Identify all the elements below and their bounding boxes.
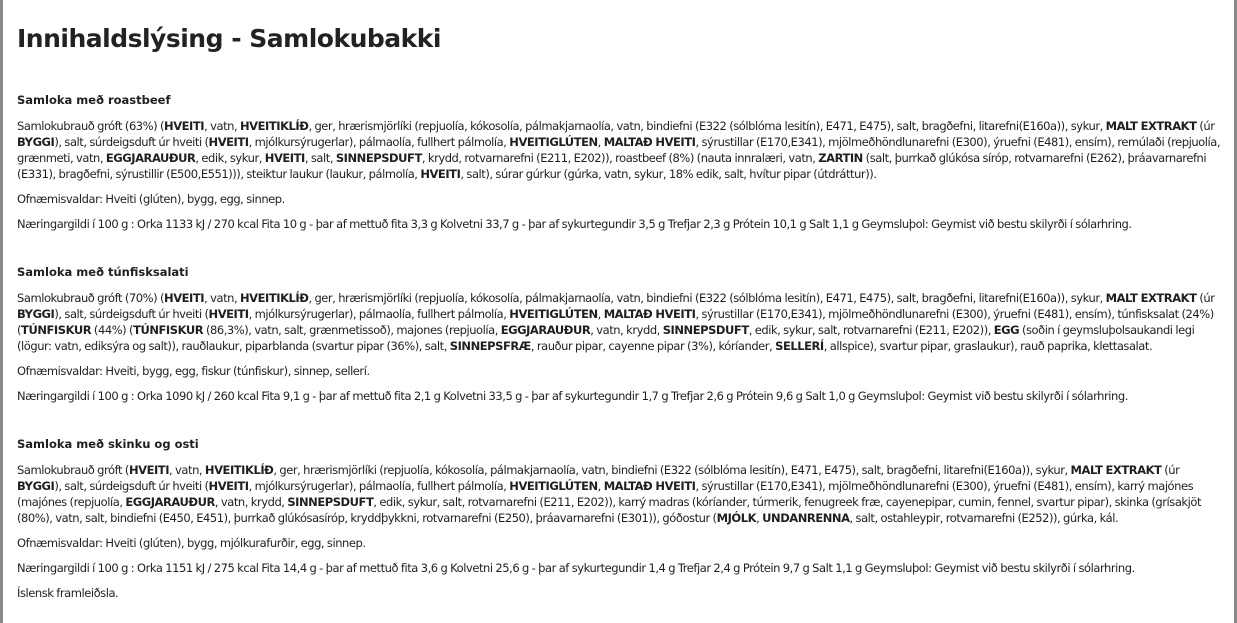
allergen-highlight: SINNEPSDUFT: [287, 495, 374, 509]
left-frame-border: [0, 0, 3, 623]
section-tuna-salad: [17, 265, 1221, 413]
ingredient-segment: , vatn, krydd,: [590, 323, 663, 337]
ingredient-segment: (úr: [1161, 463, 1180, 477]
ingredient-segment: , mjólkursýrugerlar), pálmaolía, fullhert pálmolía,: [248, 479, 510, 493]
ingredient-segment: , ger, hrærismjörlíki (repjuolía, kókosolía, pálmakjarnaolía, vatn, bindiefni (E322 (sólblóma lesitín), E471, E475), salt, bragðefni, litarefni(E160a)), sykur,: [308, 119, 1106, 133]
ingredient-segment: , mjólkursýrugerlar), pálmaolía, fullhert pálmolía,: [248, 135, 510, 149]
ingredient-segment: (soðin í geymsluþolsaukandi legi (lögur: vatn, ediksýra og salt)), rauðlaukur, piparblanda (svartur pipar (36%), salt,: [17, 323, 1195, 353]
ingredients-text: [17, 290, 1221, 354]
allergen-highlight: MALT EXTRAKT: [1070, 463, 1162, 477]
allergen-highlight: MALTAÐ HVEITI: [603, 307, 696, 321]
ingredient-segment: , vatn,: [169, 463, 205, 477]
ingredient-segment: , sýrustillar (E170,E341), mjölmeðhöndlunarefni (E300), ýruefni (E481), ensím), karrý majónes (majónes (repjuolía,: [17, 479, 1194, 509]
allergen-highlight: SINNEPSFRÆ: [449, 339, 531, 353]
allergen-highlight: UNDANRENNA: [762, 511, 850, 525]
allergen-highlight: HVEITI: [164, 291, 205, 305]
ingredient-segment: ), salt, súrdeigsduft úr hveiti (: [54, 135, 209, 149]
allergen-highlight: HVEITIGLÚTEN: [509, 135, 598, 149]
allergen-highlight: SELLERÍ: [775, 339, 824, 353]
ingredient-segment: , salt), súrar gúrkur (gúrka, vatn, sykur, 18% edik, salt, hvítur pipar (útdráttur)).: [460, 167, 877, 181]
allergen-highlight: EGGJARAUÐUR: [500, 323, 591, 337]
allergen-highlight: TÚNFISKUR: [21, 323, 92, 337]
allergens-text: Ofnæmisvaldar: Hveiti (glúten), bygg, mjólkurafurðir, egg, sinnep.: [17, 536, 366, 550]
ingredient-segment: ,: [756, 511, 763, 525]
nutrition-text: Næringargildi í 100 g : Orka 1090 kJ / 260 kcal Fita 9,1 g - þar af mettuð fita 2,1 g Kolvetni 33,5 g - þar af sykurtegundir 1,7 g Trefjar 2,6 g Prótein 9,6 g Salt 1,0 g Geymsluþol: Geymist við bestu skilyrði í sólarhring.: [17, 389, 1128, 403]
nutrition-text: Næringargildi í 100 g : Orka 1133 kJ / 270 kcal Fita 10 g - þar af mettuð fita 3,3 g Kolvetni 33,7 g - þar af sykurtegundir 3,5 g Trefjar 2,3 g Prótein 10,1 g Salt 1,1 g Geymsluþol: Geymist við bestu skilyrði í sólarhring.: [17, 217, 1132, 231]
allergen-highlight: HVEITIKLÍÐ: [240, 119, 309, 133]
ingredient-segment: (86,3%), vatn, salt, grænmetissoð), majones (repjuolía,: [203, 323, 501, 337]
allergen-highlight: HVEITI: [208, 307, 249, 321]
allergen-highlight: HVEITI: [164, 119, 205, 133]
allergen-highlight: ZARTIN: [818, 151, 863, 165]
allergen-highlight: HVEITIGLÚTEN: [509, 479, 598, 493]
ingredient-segment: , ger, hrærismjörlíki (repjuolía, kókosolía, pálmakjarnaolía, vatn, bindiefni (E322 (sólblóma lesitín), E471, E475), salt, bragðefni, litarefni(E160a)), sykur,: [273, 463, 1071, 477]
ingredients-text: [17, 462, 1221, 526]
allergen-highlight: HVEITI: [128, 463, 170, 477]
ingredient-segment: , edik, sykur,: [195, 151, 265, 165]
allergen-highlight: TÚNFISKUR: [133, 323, 204, 337]
allergen-highlight: HVEITIKLÍÐ: [204, 463, 274, 477]
allergens-text: Ofnæmisvaldar: Hveiti, bygg, egg, fiskur (túnfiskur), sinnep, sellerí.: [17, 364, 370, 378]
section-title: Samloka með túnfisksalati: [17, 265, 189, 279]
ingredients-text: [17, 118, 1221, 182]
allergen-highlight: HVEITIGLÚTEN: [509, 307, 598, 321]
ingredient-segment: ), salt, súrdeigsduft úr hveiti (: [54, 307, 209, 321]
allergen-highlight: BYGGI: [17, 479, 55, 493]
origin-text: Íslensk framleiðsla.: [17, 586, 119, 600]
ingredient-segment: (44%) (: [91, 323, 134, 337]
ingredient-segment: , salt, ostahleypir, rotvarnarefni (E252)), gúrka, kál.: [849, 511, 1119, 525]
section-ham-cheese: [17, 437, 1221, 610]
ingredient-segment: , vatn,: [204, 291, 240, 305]
allergen-highlight: EGGJARAUÐUR: [105, 151, 196, 165]
allergen-highlight: HVEITIKLÍÐ: [240, 291, 309, 305]
allergen-highlight: SINNEPSDUFT: [335, 151, 422, 165]
allergen-highlight: MALTAÐ HVEITI: [603, 479, 696, 493]
allergen-highlight: HVEITI: [208, 135, 249, 149]
section-title: Samloka með skinku og osti: [17, 437, 199, 451]
ingredient-segment: ,: [597, 135, 604, 149]
allergen-highlight: MALT EXTRAKT: [1105, 119, 1197, 133]
ingredient-segment: , salt,: [304, 151, 336, 165]
ingredient-segment: , sýrustillar (E170,E341), mjölmeðhöndlunarefni (E300), ýruefni (E481), ensím), remúlaði (repjuolía, grænmeti, vatn,: [17, 135, 1221, 165]
nutrition-text: Næringargildi í 100 g : Orka 1151 kJ / 275 kcal Fita 14,4 g - þar af mettuð fita 3,6 g Kolvetni 25,6 g - þar af sykurtegundir 1,4 g Trefjar 2,4 g Prótein 9,7 g Salt 1,1 g Geymsluþol: Geymist við bestu skilyrði í sólarhring.: [17, 561, 1135, 575]
ingredient-segment: , sýrustillar (E170,E341), mjölmeðhöndlunarefni (E300), ýruefni (E481), ensím), túnfisksalat (24%) (: [17, 307, 1214, 337]
ingredient-segment: Samlokubrauð gróft (70%) (: [17, 291, 165, 305]
allergen-highlight: EGGJARAUÐUR: [125, 495, 215, 509]
ingredient-segment: ), salt, súrdeigsduft úr hveiti (: [54, 479, 209, 493]
allergen-highlight: BYGGI: [17, 135, 55, 149]
ingredient-segment: , vatn,: [204, 119, 240, 133]
allergen-highlight: MJÓLK: [716, 511, 757, 525]
ingredient-segment: Samlokubrauð gróft (: [17, 463, 129, 477]
allergen-highlight: MALTAÐ HVEITI: [603, 135, 696, 149]
allergen-highlight: HVEITI: [264, 151, 305, 165]
ingredient-segment: ,: [597, 307, 604, 321]
ingredient-segment: , vatn, krydd,: [214, 495, 288, 509]
allergen-highlight: MALT EXTRAKT: [1105, 291, 1197, 305]
allergen-highlight: EGG: [993, 323, 1020, 337]
ingredient-segment: , allspice), svartur pipar, graslaukur), rauð paprika, klettasalat.: [823, 339, 1153, 353]
page-title: Innihaldslýsing - Samlokubakki: [17, 24, 441, 53]
ingredient-segment: (úr: [1196, 291, 1215, 305]
ingredient-segment: (úr: [1196, 119, 1215, 133]
ingredient-segment: , krydd, rotvarnarefni (E211, E202)), roastbeef (8%) (nauta innralæri, vatn,: [421, 151, 819, 165]
ingredient-segment: , ger, hrærismjörlíki (repjuolía, kókosolía, pálmakjarnaolía, vatn, bindiefni (E322 (sólblóma lesitín), E471, E475), salt, bragðefni, litarefni(E160a)), sykur,: [308, 291, 1106, 305]
ingredient-segment: (salt, þurrkað glúkósa síróp, rotvarnarefni (E262), þráavarnarefni (E331), bragðefni, sýrustillir (E500,E551))), steiktur laukur (laukur, pálmolía,: [17, 151, 1207, 181]
ingredient-segment: , edik, sykur, salt, rotvarnarefni (E211, E202)), karrý madras (kóríander, túrmerik, fenugreek fræ, cayenepipar, cumin, fennel, svartur pipar), skinka (grísakjöt (80%), vatn, salt, bindiefni (E450, E451), þurrkað glúkósasíróp, kryddþykkni, rotvarnarefni (E250), þráavarnarefni (E301)), góðostur (: [17, 495, 1202, 525]
ingredient-segment: , mjólkursýrugerlar), pálmaolía, fullhert pálmolía,: [248, 307, 510, 321]
allergen-highlight: SINNEPSDUFT: [662, 323, 749, 337]
ingredient-segment: , rauður pipar, cayenne pipar (3%), kóríander,: [530, 339, 776, 353]
ingredient-segment: ,: [597, 479, 604, 493]
section-title: Samloka með roastbeef: [17, 93, 171, 107]
allergens-text: Ofnæmisvaldar: Hveiti (glúten), bygg, egg, sinnep.: [17, 192, 285, 206]
ingredient-segment: Samlokubrauð gróft (63%) (: [17, 119, 165, 133]
ingredient-segment: , edik, sykur, salt, rotvarnarefni (E211, E202)),: [748, 323, 994, 337]
allergen-highlight: HVEITI: [420, 167, 461, 181]
allergen-highlight: HVEITI: [208, 479, 249, 493]
section-roastbeef: [17, 93, 1221, 241]
allergen-highlight: BYGGI: [17, 307, 55, 321]
